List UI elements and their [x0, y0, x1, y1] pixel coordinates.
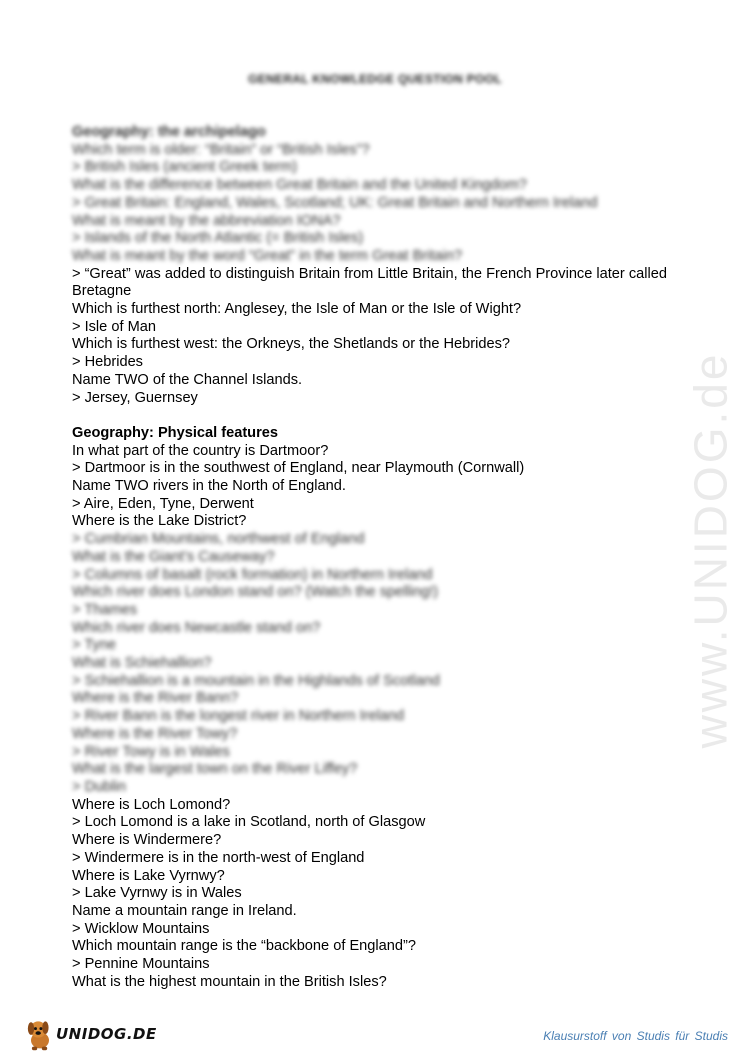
question-line: Which is furthest north: Anglesey, the Isle of Man or the Isle of Wight? — [72, 301, 522, 318]
question-line: Which river does Newcastle stand on? — [72, 619, 321, 636]
answer-line: > Windermere is in the north-west of England — [72, 849, 365, 866]
question-line: Name TWO of the Channel Islands. — [72, 371, 303, 388]
question-line: Name a mountain range in Ireland. — [72, 902, 297, 919]
document-title: GENERAL KNOWLEDGE QUESTION POOL — [248, 72, 502, 86]
answer-line: > Pennine Mountains — [72, 956, 210, 973]
answer-line: > Islands of the North Atlantic (= British Isles) — [72, 230, 364, 247]
question-line: What is meant by the word “Great” in the term Great Britain? — [72, 247, 463, 264]
footer-logo[interactable] — [22, 1014, 157, 1054]
answer-line: > Great Britain: England, Wales, Scotland; UK: Great Britain and Northern Ireland — [72, 194, 598, 211]
question-line: What is the Giant’s Causeway? — [72, 548, 275, 565]
question-line: Where is the River Towy? — [72, 725, 238, 742]
question-line: Where is Windermere? — [72, 832, 222, 849]
answer-line: > Loch Lomond is a lake in Scotland, north of Glasgow — [72, 814, 426, 831]
question-line: What is meant by the abbreviation IONA? — [72, 212, 341, 229]
answer-line: > British Isles (ancient Greek term) — [72, 159, 298, 176]
answer-line: > Hebrides — [72, 354, 143, 371]
watermark-text: www.UNIDOG.de — [684, 351, 737, 749]
answer-line: > “Great” was added to distinguish Britain from Little Britain, the French Province later called Bretagne — [72, 265, 667, 300]
answer-line: > Lake Vyrnwy is in Wales — [72, 885, 242, 902]
answer-line: > Thames — [72, 601, 138, 618]
question-line: Which term is older: “Britain” or “British Isles”? — [72, 141, 370, 158]
dog-mascot-icon — [22, 1016, 58, 1052]
answer-line: > Tyne — [72, 637, 116, 654]
answer-line: > Dublin — [72, 779, 126, 795]
question-line: Which mountain range is the “backbone of England”? — [72, 938, 416, 955]
question-line: Where is the River Bann? — [72, 690, 239, 707]
question-line: Where is Loch Lomond? — [72, 796, 231, 813]
answer-line: > Schiehallion is a mountain in the Highlands of Scotland — [72, 672, 440, 689]
document-body — [72, 124, 672, 991]
answer-line: > River Towy is in Wales — [72, 743, 230, 760]
answer-line: > Cumbrian Mountains, northwest of England — [72, 531, 365, 548]
watermark — [630, 300, 750, 800]
question-line: Which is furthest west: the Orkneys, the Shetlands or the Hebrides? — [72, 336, 511, 353]
question-line: Which river does London stand on? (Watch the spelling!) — [72, 584, 439, 601]
answer-line: > Jersey, Guernsey — [72, 389, 198, 406]
question-line: What is the highest mountain in the British Isles? — [72, 973, 387, 990]
footer-tagline: Klausurstoff von Studis für Studis — [543, 1029, 728, 1043]
answer-line: > Columns of basalt (rock formation) in Northern Ireland — [72, 566, 433, 583]
question-line: What is the largest town on the River Liffey? — [72, 761, 358, 778]
section-heading: Geography: the archipelago — [72, 124, 266, 140]
answer-line: > River Bann is the longest river in Northern Ireland — [72, 708, 405, 725]
logo-text: UNIDOG.DE — [56, 1025, 157, 1043]
question-line: Name TWO rivers in the North of England. — [72, 478, 346, 495]
answer-line: > Isle of Man — [72, 318, 156, 335]
answer-line: > Wicklow Mountains — [72, 920, 210, 937]
section-heading: Geography: Physical features — [72, 424, 279, 441]
question-line: Where is Lake Vyrnwy? — [72, 867, 225, 884]
question-line: What is Schiehallion? — [72, 655, 212, 672]
question-line: Where is the Lake District? — [72, 513, 247, 530]
section-gap — [72, 407, 672, 425]
question-line: In what part of the country is Dartmoor? — [72, 442, 329, 459]
answer-line: > Dartmoor is in the southwest of England, near Playmouth (Cornwall) — [72, 460, 525, 477]
answer-line: > Aire, Eden, Tyne, Derwent — [72, 495, 254, 512]
question-line: What is the difference between Great Britain and the United Kingdom? — [72, 177, 527, 194]
